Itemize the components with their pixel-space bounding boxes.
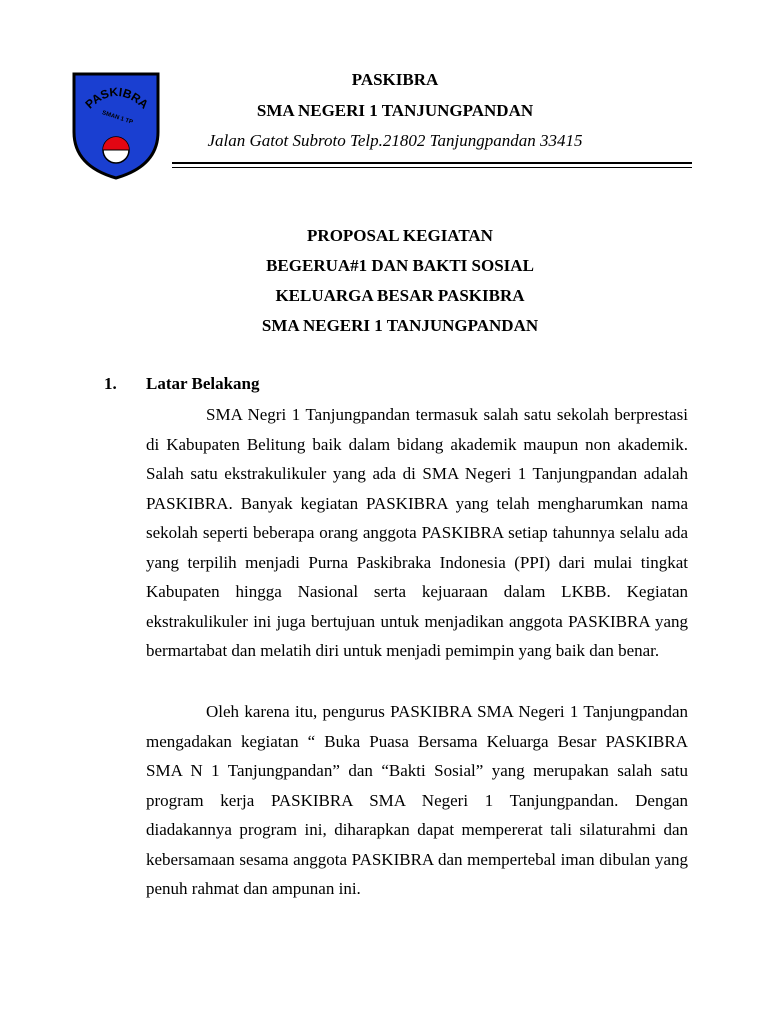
background-paragraph-1: SMA Negri 1 Tanjungpandan termasuk salah satu sekolah berprestasi di Kabupaten Belitung baik dalam bidang akademik maupun non akademik. Salah satu ekstrakulikuler yang ada di SMA Negeri 1 Tanjungpandan adalah PASKIBRA. Banyak kegiatan PASKIBRA yang telah mengharumkan nama sekolah seperti beberapa orang anggota PASKIBRA setiap tahunnya selalu ada yang terpilih menjadi Purna Paskibraka Indonesia (PPI) dari mulai tingkat Kabupaten hingga Nasional serta kejuaraan dalam LKBB. Kegiatan ekstrakulikuler ini juga bertujuan untuk menjadikan anggota PASKIBRA yang bermartabat dan melatih diri untuk menjadi pemimpin yang baik dan benar. [146, 405, 688, 660]
proposal-title-line-2: BEGERUA#1 DAN BAKTI SOSIAL [266, 256, 534, 275]
paskibra-logo [70, 70, 162, 180]
header-rule-thick [172, 162, 692, 164]
proposal-title-line-4: SMA NEGERI 1 TANJUNGPANDAN [261, 316, 539, 335]
section-title: Latar Belakang [146, 374, 260, 393]
proposal-title-line-1: PROPOSAL KEGIATAN [307, 226, 493, 245]
logo-arc-text: PASKIBRA [82, 84, 152, 112]
proposal-title-line-3: KELUARGA BESAR PASKIBRA [275, 286, 525, 305]
background-paragraph-2: Oleh karena itu, pengurus PASKIBRA SMA Negeri 1 Tanjungpandan mengadakan kegiatan “ Buka Puasa Bersama Keluarga Besar PASKIBRA SMA N 1 Tanjungpandan” dan “Bakti Sosial” yang merupakan salah satu program kerja PASKIBRA SMA Negeri 1 Tanjungpandan. Dengan diadakannya program ini, diharapkan dapat mempererat tali silaturahmi dan kebersamaan sesama anggota PASKIBRA dan mempertebal iman dibulan yang penuh rahmat dan ampunan ini. [146, 702, 688, 898]
header-rule-thin [172, 167, 692, 168]
header-address: Jalan Gatot Subroto Telp.21802 Tanjungpandan 33415 [207, 131, 583, 150]
header-school-name: SMA NEGERI 1 TANJUNGPANDAN [256, 101, 534, 120]
logo-sub-text: SMAN 1 TP [101, 110, 134, 126]
section-number: 1. [104, 374, 117, 393]
header-title: PASKIBRA [351, 70, 439, 89]
